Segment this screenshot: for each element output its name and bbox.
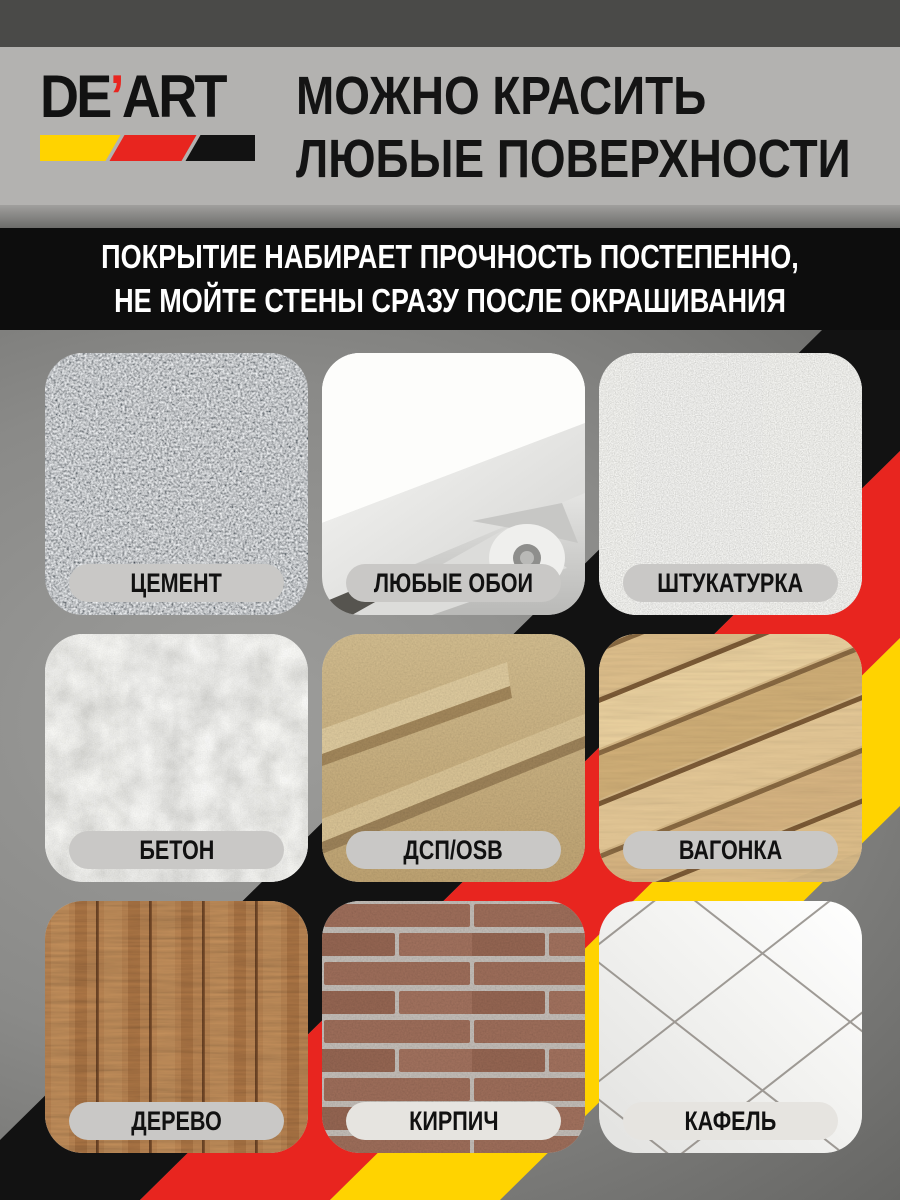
notice-line1: ПОКРЫТИЕ НАБИРАЕТ ПРОЧНОСТЬ ПОСТЕПЕННО, — [101, 238, 799, 275]
brand-logo-text: DE’ART — [40, 63, 225, 130]
surface-label-pill: ДСП/OSB — [346, 831, 561, 869]
page-title-line1: МОЖНО КРАСИТЬ — [296, 66, 707, 126]
surface-label-pill: ШТУКАТУРКА — [623, 564, 838, 602]
surface-card-chipboard — [322, 634, 585, 882]
surface-card-tile — [599, 901, 862, 1153]
surfaces-section — [0, 330, 900, 1200]
surface-card-lining — [599, 634, 862, 882]
logo-apostrophe: ’ — [109, 63, 122, 130]
top-strip — [0, 0, 900, 47]
surface-card-brick — [322, 901, 585, 1153]
surface-card-cement — [45, 353, 308, 615]
flag-yellow-segment — [40, 135, 121, 161]
flag-black-segment — [185, 135, 255, 161]
surface-label-pill: КИРПИЧ — [346, 1102, 561, 1140]
divider-strip — [0, 205, 900, 228]
surface-card-wood — [45, 901, 308, 1153]
notice-line2: НЕ МОЙТЕ СТЕНЫ СРАЗУ ПОСЛЕ ОКРАШИВАНИЯ — [114, 282, 786, 319]
surface-label-pill: КАФЕЛЬ — [623, 1102, 838, 1140]
flag-red-segment — [109, 135, 196, 161]
page-title-line2: ЛЮБЫЕ ПОВЕРХНОСТИ — [296, 129, 851, 189]
surface-label-pill: ДЕРЕВО — [69, 1102, 284, 1140]
surface-card-plaster — [599, 353, 862, 615]
surface-label-pill: БЕТОН — [69, 831, 284, 869]
header — [0, 47, 900, 205]
surface-card-concrete — [45, 634, 308, 882]
surface-label-pill: ЦЕМЕНТ — [69, 564, 284, 602]
surface-label-pill: ЛЮБЫЕ ОБОИ — [346, 564, 561, 602]
notice-banner — [0, 228, 900, 330]
surface-label-pill: ВАГОНКА — [623, 831, 838, 869]
surface-grid — [45, 353, 862, 1153]
page-title — [296, 65, 900, 191]
brand-logo — [40, 63, 270, 161]
logo-flag-stripe — [40, 135, 255, 161]
surface-card-wallpaper — [322, 353, 585, 615]
